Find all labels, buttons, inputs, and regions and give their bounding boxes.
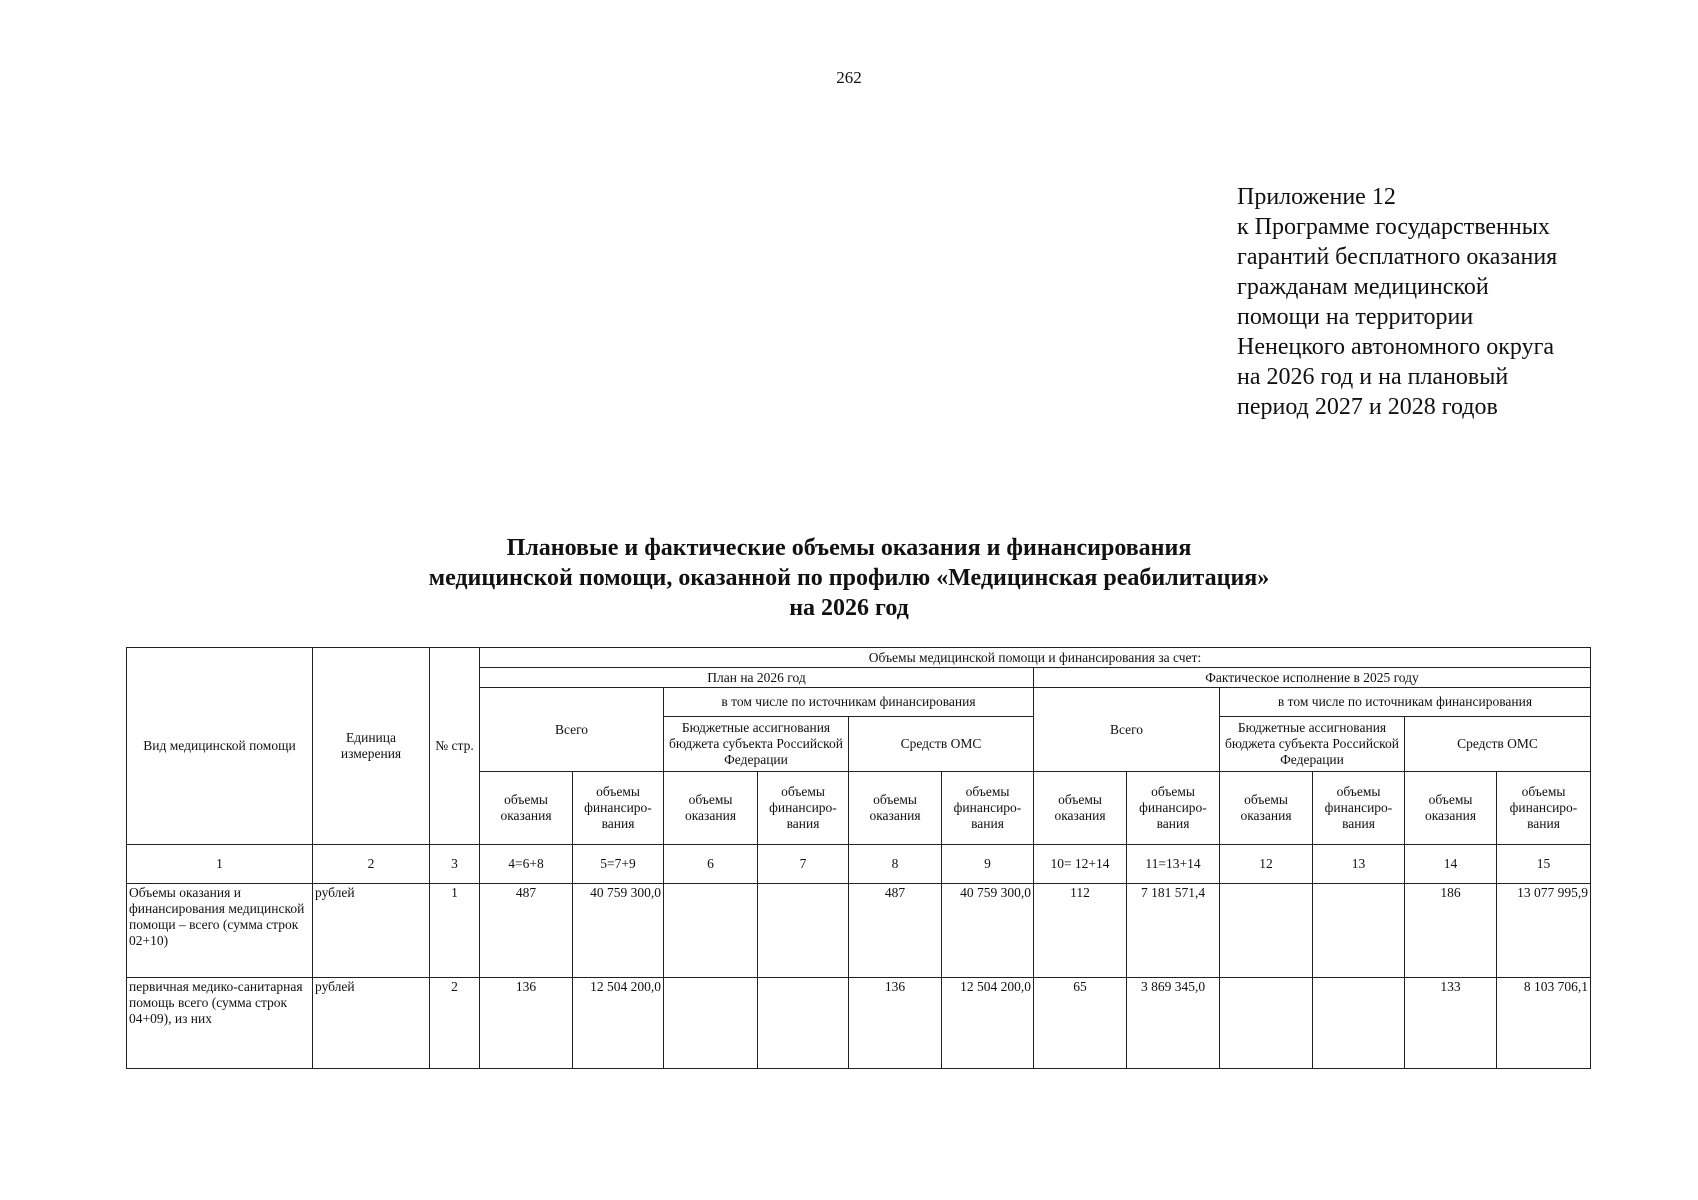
header-plan: План на 2026 год [480, 668, 1034, 688]
cell-value: 65 [1034, 978, 1127, 1069]
cell-value: 40 759 300,0 [942, 884, 1034, 978]
cell-value: 8 103 706,1 [1497, 978, 1591, 1069]
cell-value [758, 978, 849, 1069]
header-actual-budget: Бюджетные ассигнования бюджета субъекта Российской Федерации [1220, 717, 1405, 772]
cell-value [1220, 978, 1313, 1069]
cell-value: 487 [849, 884, 942, 978]
page-number: 262 [836, 68, 862, 87]
row-unit: рублей [313, 884, 430, 978]
header-row-number: № стр. [430, 648, 480, 845]
table-row [127, 884, 1591, 978]
column-number: 15 [1497, 845, 1591, 884]
header-unit: Единица измерения [313, 648, 430, 845]
column-number: 8 [849, 845, 942, 884]
cell-value [1220, 884, 1313, 978]
title-line: на 2026 год [789, 595, 909, 621]
column-number: 1 [127, 845, 313, 884]
column-number: 4=6+8 [480, 845, 573, 884]
row-number: 1 [430, 884, 480, 978]
subheader-financing: объемы финансиро-вания [758, 772, 849, 845]
cell-value: 13 077 995,9 [1497, 884, 1591, 978]
cell-value: 7 181 571,4 [1127, 884, 1220, 978]
appendix-line: Приложение 12 [1237, 184, 1396, 210]
column-number: 3 [430, 845, 480, 884]
header-plan-oms: Средств ОМС [849, 717, 1034, 772]
cell-value: 136 [480, 978, 573, 1069]
title-line: Плановые и фактические объемы оказания и финансирования [506, 535, 1192, 561]
appendix-line: гражданам медицинской [1237, 274, 1489, 300]
subheader-provision: объемы оказания [1405, 772, 1497, 845]
column-number: 14 [1405, 845, 1497, 884]
cell-value: 186 [1405, 884, 1497, 978]
cell-value: 133 [1405, 978, 1497, 1069]
appendix-line: период 2027 и 2028 годов [1237, 394, 1498, 420]
appendix-line: на 2026 год и на плановый [1237, 364, 1509, 390]
header-type: Вид медицинской помощи [127, 648, 313, 845]
subheader-financing: объемы финансиро-вания [1497, 772, 1591, 845]
header-actual: Фактическое исполнение в 2025 году [1034, 668, 1591, 688]
cell-value [664, 978, 758, 1069]
cell-value: 487 [480, 884, 573, 978]
column-number: 6 [664, 845, 758, 884]
column-number: 10= 12+14 [1034, 845, 1127, 884]
header-plan-budget: Бюджетные ассигнования бюджета субъекта Российской Федерации [664, 717, 849, 772]
cell-value: 12 504 200,0 [573, 978, 664, 1069]
appendix-line: Ненецкого автономного округа [1237, 334, 1555, 360]
cell-value: 40 759 300,0 [573, 884, 664, 978]
header-actual-sources: в том числе по источникам финансирования [1220, 688, 1591, 717]
column-number: 11=13+14 [1127, 845, 1220, 884]
subheader-provision: объемы оказания [1220, 772, 1313, 845]
subheader-provision: объемы оказания [849, 772, 942, 845]
volumes-table [126, 647, 1591, 1069]
header-actual-oms: Средств ОМС [1405, 717, 1591, 772]
column-number: 9 [942, 845, 1034, 884]
subheader-financing: объемы финансиро-вания [573, 772, 664, 845]
row-number: 2 [430, 978, 480, 1069]
header-volumes: Объемы медицинской помощи и финансирования за счет: [480, 648, 1591, 668]
column-number: 12 [1220, 845, 1313, 884]
column-number: 13 [1313, 845, 1405, 884]
row-unit: рублей [313, 978, 430, 1069]
row-name: первичная медико-санитарная помощь всего (сумма строк 04+09), из них [127, 978, 313, 1069]
appendix-line: помощи на территории [1237, 304, 1474, 330]
subheader-financing: объемы финансиро-вания [1313, 772, 1405, 845]
header-plan-total: Всего [480, 688, 664, 772]
cell-value: 12 504 200,0 [942, 978, 1034, 1069]
column-number: 5=7+9 [573, 845, 664, 884]
cell-value [664, 884, 758, 978]
title-line: медицинской помощи, оказанной по профилю «Медицинская реабилитация» [428, 565, 1270, 591]
volumes-table-wrapper [126, 647, 1591, 1069]
cell-value [758, 884, 849, 978]
cell-value: 136 [849, 978, 942, 1069]
row-name: Объемы оказания и финансирования медицинской помощи – всего (сумма строк 02+10) [127, 884, 313, 978]
appendix-line: к Программе государственных [1237, 214, 1550, 240]
appendix-note [1237, 182, 1677, 422]
column-number: 7 [758, 845, 849, 884]
column-number: 2 [313, 845, 430, 884]
cell-value [1313, 978, 1405, 1069]
subheader-financing: объемы финансиро-вания [942, 772, 1034, 845]
subheader-provision: объемы оказания [664, 772, 758, 845]
subheader-financing: объемы финансиро-вания [1127, 772, 1220, 845]
cell-value: 3 869 345,0 [1127, 978, 1220, 1069]
cell-value: 112 [1034, 884, 1127, 978]
subheader-provision: объемы оказания [480, 772, 573, 845]
document-title [300, 533, 1398, 623]
header-actual-total: Всего [1034, 688, 1220, 772]
cell-value [1313, 884, 1405, 978]
table-row [127, 978, 1591, 1069]
subheader-provision: объемы оказания [1034, 772, 1127, 845]
header-plan-sources: в том числе по источникам финансирования [664, 688, 1034, 717]
appendix-line: гарантий бесплатного оказания [1237, 244, 1558, 270]
